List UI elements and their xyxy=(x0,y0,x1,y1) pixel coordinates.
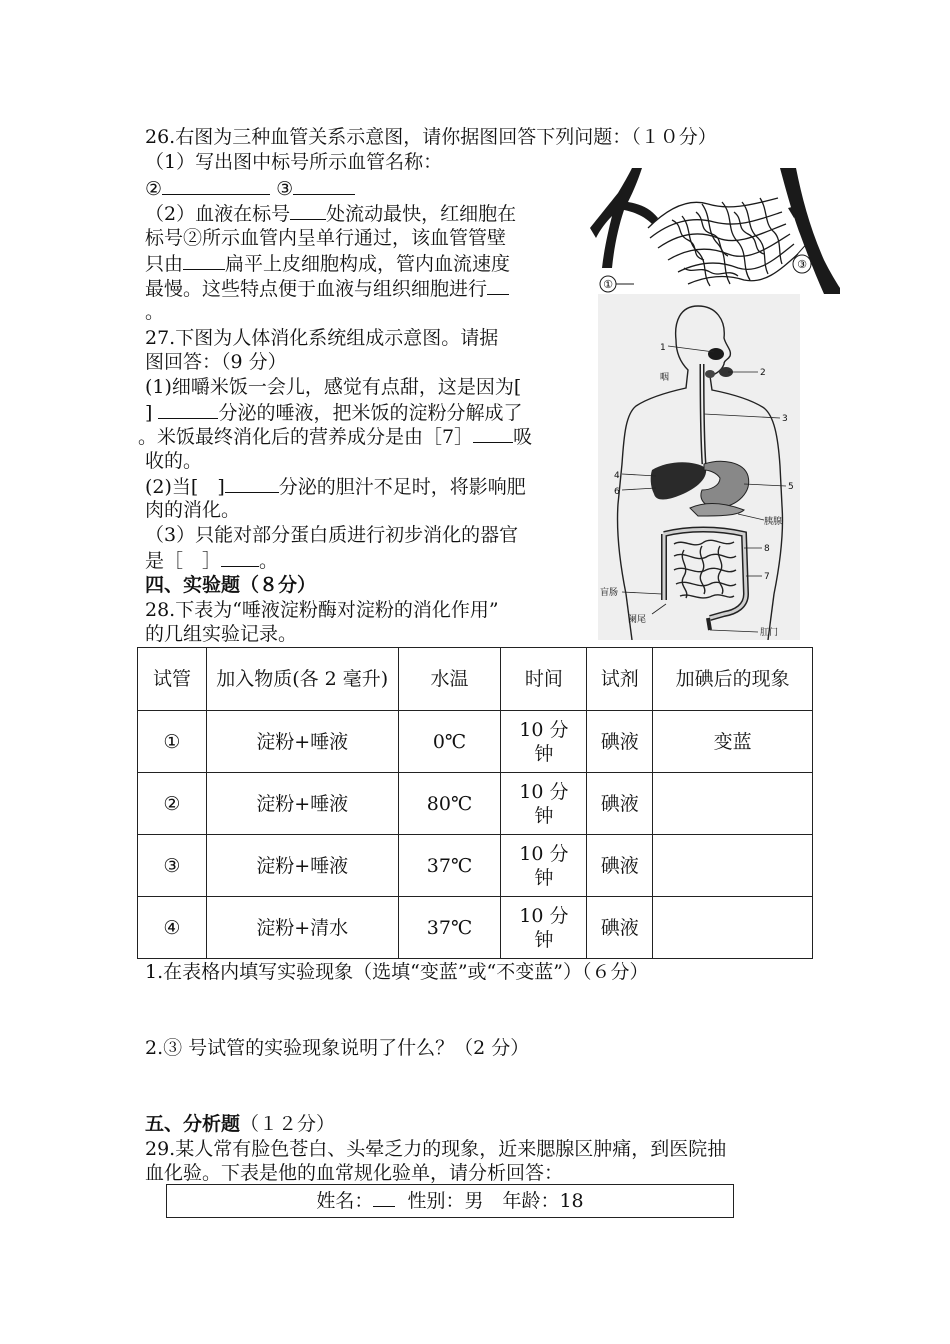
q26-label-3: ③ xyxy=(270,178,294,200)
temp-cell: 37℃ xyxy=(398,835,501,897)
table-row xyxy=(138,773,813,835)
tube-cell: ④ xyxy=(138,897,207,959)
digestive-label-anus: 肛门 xyxy=(760,628,779,638)
result-cell[interactable]: 变蓝 xyxy=(653,711,813,773)
result-cell[interactable] xyxy=(653,835,813,897)
digestive-label-5: 5 xyxy=(788,482,794,492)
q27-title-line1: 27.下图为人体消化系统组成示意图。请据 xyxy=(145,327,499,349)
temp-cell: 37℃ xyxy=(398,897,501,959)
digestive-label-pancreas: 胰腺 xyxy=(764,517,783,527)
result-cell[interactable] xyxy=(653,897,813,959)
blood-test-info-row xyxy=(166,1184,734,1218)
q27-sub2-line2: 肉的消化。 xyxy=(145,499,241,521)
answer-blank[interactable] xyxy=(158,400,218,419)
digestive-label-7: 7 xyxy=(764,572,770,582)
time-cell: 10 分钟 xyxy=(501,897,587,959)
temp-cell: 0℃ xyxy=(398,711,501,773)
q28-title-line2: 的几组实验记录。 xyxy=(145,623,298,645)
reagent-cell: 碘液 xyxy=(587,773,653,835)
header-cell: 水温 xyxy=(398,648,501,711)
digestive-label-1: 1 xyxy=(660,343,666,353)
answer-blank[interactable] xyxy=(221,548,259,567)
digestive-label-3: 3 xyxy=(782,414,788,424)
substance-cell: 淀粉+唾液 xyxy=(206,835,398,897)
digestive-label-4: 4 xyxy=(614,471,620,481)
vessel-label-1: ① xyxy=(603,278,613,291)
q28-question-2: 2.③ 号试管的实验现象说明了什么？（2 分） xyxy=(145,1037,530,1059)
q26-sub1: （1）写出图中标号所示血管名称： xyxy=(145,151,443,173)
digestive-label-8: 8 xyxy=(764,544,770,554)
table-row xyxy=(138,835,813,897)
substance-cell: 淀粉+唾液 xyxy=(206,711,398,773)
q26-sub2-line5: 。 xyxy=(145,301,165,323)
blood-vessel-figure xyxy=(588,168,840,294)
substance-cell: 淀粉+唾液 xyxy=(206,773,398,835)
answer-blank[interactable] xyxy=(162,176,270,195)
patient-gender-age: 性别：男 年龄：18 xyxy=(395,1190,584,1212)
section-4-heading: 四、实验题（８分） xyxy=(145,574,317,596)
result-cell[interactable] xyxy=(653,773,813,835)
table-row xyxy=(138,897,813,959)
header-cell: 加入物质(各 2 毫升) xyxy=(206,648,398,711)
digestive-system-figure xyxy=(598,294,800,640)
header-cell: 时间 xyxy=(501,648,587,711)
q26-label-2: ② xyxy=(145,178,163,200)
q27-sub3-line1: （3）只能对部分蛋白质进行初步消化的器官 xyxy=(145,524,519,546)
answer-blank[interactable] xyxy=(293,176,355,195)
answer-blank[interactable] xyxy=(473,424,513,443)
q26-title: 26.右图为三种血管关系示意图，请你据图回答下列问题：（１０分） xyxy=(145,126,717,148)
experiment-table xyxy=(137,647,813,959)
time-cell: 10 分钟 xyxy=(501,711,587,773)
digestive-label-appendix: 阑尾 xyxy=(628,615,647,625)
digestive-label-cecum: 盲肠 xyxy=(600,588,619,598)
q26-sub2-line3: 只由 扁平上皮细胞构成，管内血流速度 xyxy=(145,253,511,275)
reagent-cell: 碘液 xyxy=(587,897,653,959)
answer-blank[interactable] xyxy=(225,474,279,493)
tube-cell: ③ xyxy=(138,835,207,897)
digestive-label-6: 6 xyxy=(614,487,620,497)
reagent-cell: 碘液 xyxy=(587,835,653,897)
reagent-cell: 碘液 xyxy=(587,711,653,773)
q27-sub1-line2: ] 分泌的唾液，把米饭的淀粉分解成了 xyxy=(145,402,523,424)
q26-sub2: （2）血液在标号 处流动最快，红细胞在 xyxy=(145,203,517,225)
q26-sub2-line2: 标号②所示血管内呈单行通过，该血管管壁 xyxy=(145,227,507,249)
q27-sub1-line3: 。米饭最终消化后的营养成分是由［7］ 吸 xyxy=(138,426,533,448)
substance-cell: 淀粉+清水 xyxy=(206,897,398,959)
table-header-row xyxy=(138,648,813,711)
header-cell: 试剂 xyxy=(587,648,653,711)
vessel-label-3: ③ xyxy=(797,258,807,271)
tube-cell: ① xyxy=(138,711,207,773)
header-cell: 试管 xyxy=(138,648,207,711)
patient-name-blank[interactable] xyxy=(373,1188,395,1207)
q27-sub1-line1: (1)细嚼米饭一会儿，感觉有点甜，这是因为[ xyxy=(145,376,522,398)
patient-name-label: 姓名： xyxy=(316,1190,374,1212)
answer-blank[interactable] xyxy=(487,276,509,295)
digestive-label-2: 2 xyxy=(760,368,766,378)
section-5-heading: 五、分析题（１２分） xyxy=(145,1113,336,1135)
q27-title-line2: 图回答：（9 分） xyxy=(145,351,287,373)
answer-blank[interactable] xyxy=(290,201,326,220)
q27-sub1-line4: 收的。 xyxy=(145,450,203,472)
q27-sub2: (2)当[ ] 分泌的胆汁不足时，将影响肥 xyxy=(145,476,526,498)
time-cell: 10 分钟 xyxy=(501,835,587,897)
digestive-label-yan: 咽 xyxy=(660,373,670,383)
q28-question-1: 1.在表格内填写实验现象（选填“变蓝”或“不变蓝”）（６分） xyxy=(145,961,649,983)
q26-sub1-answers xyxy=(145,176,355,201)
tube-cell: ② xyxy=(138,773,207,835)
header-cell: 加碘后的现象 xyxy=(653,648,813,711)
q29-line1: 29.某人常有脸色苍白、头晕乏力的现象，近来腮腺区肿痛，到医院抽 xyxy=(145,1138,727,1160)
q26-sub2-line4: 最慢。这些特点便于血液与组织细胞进行 xyxy=(145,276,509,301)
q27-sub3-line2: 是［ ］ 。 xyxy=(145,550,279,572)
q28-title-line1: 28.下表为“唾液淀粉酶对淀粉的消化作用” xyxy=(145,599,499,621)
temp-cell: 80℃ xyxy=(398,773,501,835)
q29-line2: 血化验。下表是他的血常规化验单，请分析回答： xyxy=(145,1162,564,1184)
answer-blank[interactable] xyxy=(183,251,225,270)
table-row xyxy=(138,711,813,773)
time-cell: 10 分钟 xyxy=(501,773,587,835)
